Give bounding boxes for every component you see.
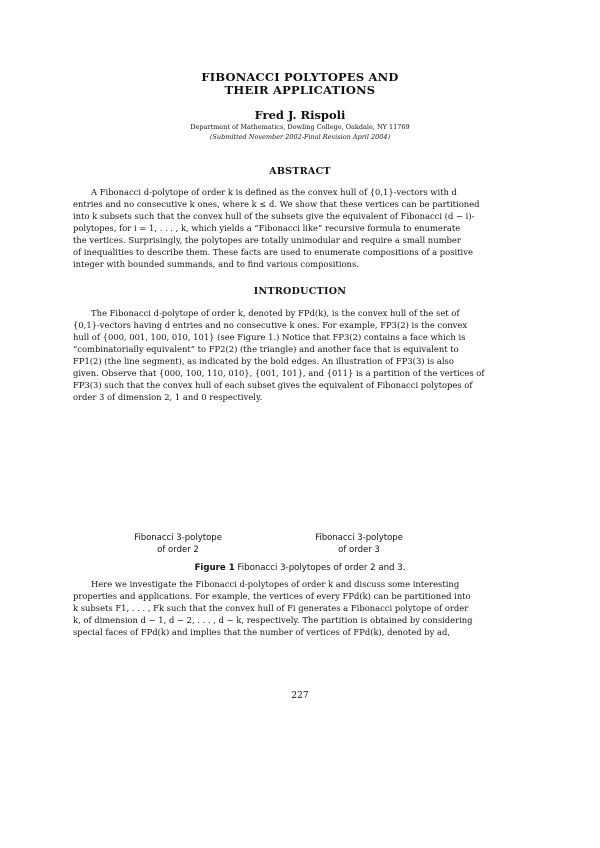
body-line: k subsets F1, . . . , Fk such that the convex hull of Fi generates a Fibonacci polytope of order <box>73 603 469 613</box>
figure-title <box>60 563 540 573</box>
intro-line: {0,1}-vectors having d entries and no consecutive k ones. For example, FP3(2) is the convex <box>73 320 468 330</box>
intro-line: “combinatorially equivalent” to FP2(2) (the triangle) and another face that is equivalent to <box>73 344 459 354</box>
figure-label: Figure 1 <box>194 563 235 573</box>
body-line: special faces of FPd(k) and implies that the number of vertices of FPd(k), denoted by ad, <box>73 627 450 637</box>
abstract-body <box>73 186 489 270</box>
paper-title <box>100 71 500 97</box>
intro-line: FP1(2) (the line segment), as indicated by the bold edges. An illustration of FP3(3) is also <box>73 356 454 366</box>
body-line: properties and applications. For example, the vertices of every FPd(k) can be partitioned into <box>73 591 471 601</box>
caption-line: Fibonacci 3-polytope <box>315 533 403 543</box>
title-line-2: THEIR APPLICATIONS <box>224 83 376 97</box>
introduction-body <box>73 307 489 403</box>
page-number: 227 <box>291 691 309 701</box>
abstract-line: entries and no consecutive k ones, where k ≤ d. We show that these vertices can be partitioned <box>73 199 480 209</box>
abstract-line: the vertices. Surprisingly, the polytopes are totally unimodular and require a small number <box>73 235 461 245</box>
body-line: k, of dimension d − 1, d − 2, . . . , d − k, respectively. The partition is obtained by considering <box>73 615 473 625</box>
intro-line: hull of {000, 001, 100, 010, 101} (see Figure 1.) Notice that FP3(2) contains a face which is <box>73 332 466 342</box>
abstract-line: of inequalities to describe them. These facts are used to enumerate compositions of a positive <box>73 247 473 257</box>
continuation-body <box>73 578 489 638</box>
figure-title-text: Fibonacci 3-polytopes of order 2 and 3. <box>237 563 406 573</box>
author-name: Fred J. Rispoli <box>254 108 346 122</box>
author-affiliation: Department of Mathematics, Dowling College, Oakdale, NY 11769 <box>190 123 410 131</box>
abstract-line: A Fibonacci d-polytope of order k is defined as the convex hull of {0,1}-vectors with d <box>91 187 457 197</box>
body-line: Here we investigate the Fibonacci d-polytopes of order k and discuss some interesting <box>91 579 460 589</box>
caption-line: Fibonacci 3-polytope <box>134 533 222 543</box>
title-line-1: FIBONACCI POLYTOPES AND <box>201 70 399 84</box>
caption-line: of order 3 <box>338 545 380 555</box>
figure-caption-order-2 <box>118 532 238 556</box>
submission-dates: (Submitted November 2002-Final Revision April 2004) <box>209 133 391 141</box>
abstract-line: integer with bounded summands, and to find various compositions. <box>73 259 359 269</box>
abstract-line: polytopes, for i = 1, . . . , k, which yields a “Fibonacci like” recursive formula to enumerate <box>73 223 461 233</box>
intro-line: The Fibonacci d-polytope of order k, denoted by FPd(k), is the convex hull of the set of <box>91 308 460 318</box>
intro-line: FP3(3) such that the convex hull of each subset gives the equivalent of Fibonacci polytopes of <box>73 380 473 390</box>
introduction-heading: INTRODUCTION <box>253 286 347 297</box>
abstract-line: into k subsets such that the convex hull of the subsets give the equivalent of Fibonacci (d − i)- <box>73 211 475 221</box>
intro-line: given. Observe that {000, 100, 110, 010}, {001, 101}, and {011} is a partition of the vertices of <box>73 368 485 378</box>
abstract-heading: ABSTRACT <box>269 166 331 177</box>
figure-caption-order-3 <box>294 532 424 556</box>
caption-line: of order 2 <box>157 545 199 555</box>
intro-line: order 3 of dimension 2, 1 and 0 respectively. <box>73 392 263 402</box>
